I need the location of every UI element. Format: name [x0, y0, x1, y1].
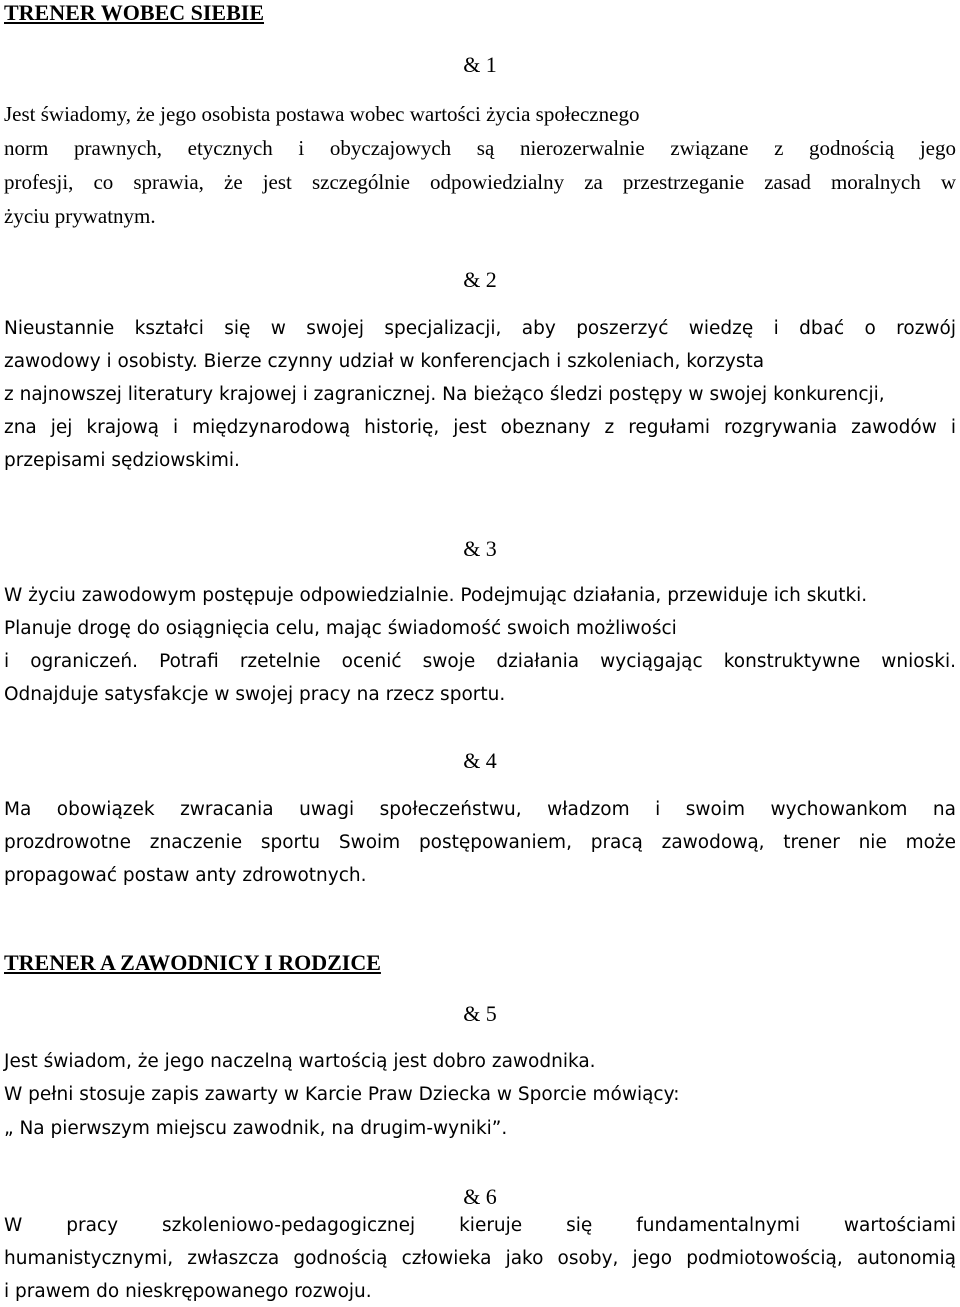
section-heading: TRENER WOBEC SIEBIE	[4, 0, 265, 25]
text-line: przepisami sędziowskimi.	[4, 450, 240, 471]
text-line: życiu prywatnym.	[4, 204, 156, 228]
text-line: W pełni stosuje zapis zawarty w Karcie Praw Dziecka w Sporcie mówiący:	[4, 1084, 680, 1105]
text-line: i ograniczeń. Potrafi rzetelnie ocenić swoje działania wyciągając konstruktywne wnioski.	[4, 651, 956, 672]
text-line: Nieustannie kształci się w swojej specjalizacji, aby poszerzyć wiedzę i dbać o rozwój	[4, 318, 956, 339]
paragraph-mark: & 2	[463, 267, 497, 292]
text-line: Jest świadom, że jego naczelną wartością jest dobro zawodnika.	[4, 1051, 596, 1072]
section-heading: TRENER A ZAWODNICY I RODZICE	[4, 950, 381, 975]
text-line: prozdrowotne znaczenie sportu Swoim postępowaniem, pracą zawodową, trener nie może	[4, 832, 956, 853]
text-line: Ma obowiązek zwracania uwagi społeczeństwu, władzom i swoim wychowankom na	[4, 799, 956, 820]
paragraph-mark: & 4	[463, 748, 497, 773]
paragraph-mark: & 3	[463, 536, 497, 561]
text-line: W pracy szkoleniowo-pedagogicznej kieruje się fundamentalnymi wartościami	[4, 1215, 956, 1236]
text-line: Planuje drogę do osiągnięcia celu, mając świadomość swoich możliwości	[4, 618, 677, 639]
text-line: propagować postaw anty zdrowotnych.	[4, 865, 367, 886]
text-line: profesji, co sprawia, że jest szczególnie odpowiedzialny za przestrzeganie zasad moralnych w	[4, 170, 956, 194]
text-line: „ Na pierwszym miejscu zawodnik, na drugim-wyniki”.	[4, 1118, 508, 1139]
text-line: Jest świadomy, że jego osobista postawa wobec wartości życia społecznego	[4, 102, 640, 126]
text-line: zna jej krajową i międzynarodową historię, jest obeznany z regułami rozgrywania zawodów i	[4, 417, 956, 438]
paragraph-mark: & 1	[463, 52, 497, 77]
text-line: z najnowszej literatury krajowej i zagranicznej. Na bieżąco śledzi postępy w swojej konkurencji,	[4, 384, 885, 405]
text-line: Odnajduje satysfakcje w swojej pracy na rzecz sportu.	[4, 684, 506, 705]
paragraph-mark: & 5	[463, 1001, 497, 1026]
text-line: zawodowy i osobisty. Bierze czynny udział w konferencjach i szkoleniach, korzysta	[4, 351, 765, 372]
paragraph-mark: & 6	[463, 1184, 497, 1209]
text-line: norm prawnych, etycznych i obyczajowych są nierozerwalnie związane z godnością jego	[4, 136, 956, 160]
text-line: i prawem do nieskrępowanego rozwoju.	[4, 1281, 372, 1302]
text-line: humanistycznymi, zwłaszcza godnością człowieka jako osoby, jego podmiotowością, autonomią	[4, 1248, 956, 1269]
text-line: W życiu zawodowym postępuje odpowiedzialnie. Podejmując działania, przewiduje ich skutki.	[4, 585, 868, 606]
